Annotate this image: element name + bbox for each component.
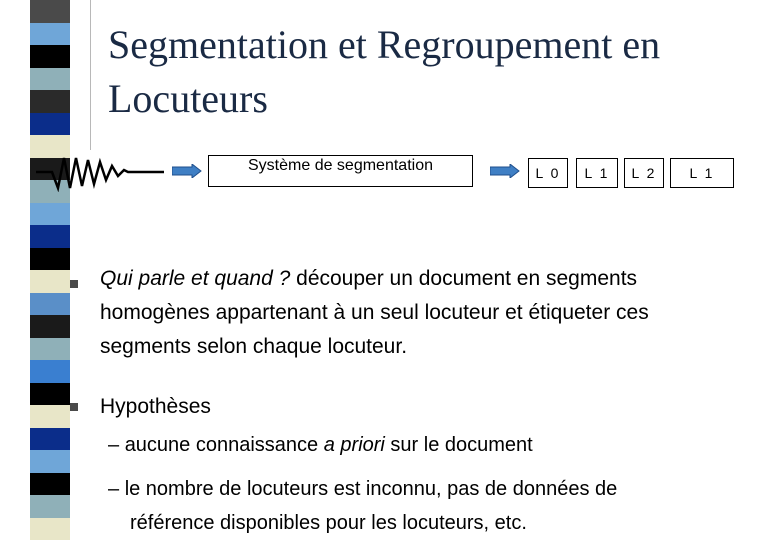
sub-bullet-item (108, 428, 748, 462)
speech-waveform-icon (36, 152, 166, 192)
strip-block (30, 45, 70, 68)
sub-bullet-text: référence disponibles pour les locuteurs, etc. (130, 512, 527, 534)
bullet-square-icon (70, 280, 78, 288)
speaker-label-box: L 1 (576, 158, 618, 188)
strip-block (30, 113, 70, 136)
bullet-item (100, 262, 740, 364)
sub-bullet-text: aucune connaissance (124, 434, 324, 456)
strip-block (30, 405, 70, 428)
sub-bullet-text: sur le document (384, 434, 533, 456)
strip-block (30, 203, 70, 226)
speaker-label-box: L 0 (528, 158, 568, 188)
strip-block (30, 450, 70, 473)
strip-block (30, 383, 70, 406)
strip-block (30, 23, 70, 46)
strip-block (30, 225, 70, 248)
speaker-label-box: L 1 (670, 158, 734, 188)
title-divider-line (90, 0, 91, 150)
slide-title: Segmentation et Regroupement en Locuteurs (108, 22, 661, 121)
bullet-square-icon (70, 403, 78, 411)
segmentation-diagram (0, 150, 780, 200)
strip-block (30, 315, 70, 338)
strip-block (30, 473, 70, 496)
sub-bullet-italic-text: a priori (323, 434, 385, 456)
arrow-right-icon (172, 164, 202, 178)
speaker-label-box: L 2 (624, 158, 664, 188)
sub-bullet-text: le nombre de locuteurs est inconnu, pas de données de (124, 478, 618, 500)
strip-block (30, 90, 70, 113)
strip-block (30, 270, 70, 293)
strip-block (30, 338, 70, 361)
bullet-body-text: découper un document en segments homogènes appartenant à un seul locuteur et étiqueter ces segments selon chaque locuteur. (100, 267, 649, 358)
segmentation-system-box: Système de segmentation (208, 155, 473, 187)
strip-block (30, 360, 70, 383)
sub-bullet-dash: – (108, 434, 120, 456)
decorative-color-strip (30, 0, 70, 540)
arrow-right-icon (490, 164, 520, 178)
strip-block (30, 428, 70, 451)
bullet-lead-text: Qui parle et quand ? (100, 267, 291, 290)
strip-block (30, 495, 70, 518)
strip-block (30, 518, 70, 540)
strip-block (30, 293, 70, 316)
bullet-item: Hypothèses (100, 395, 211, 418)
strip-block (30, 0, 70, 23)
strip-block (30, 68, 70, 91)
sub-bullet-item (108, 472, 748, 540)
strip-block (30, 248, 70, 271)
sub-bullet-dash: – (108, 478, 120, 500)
